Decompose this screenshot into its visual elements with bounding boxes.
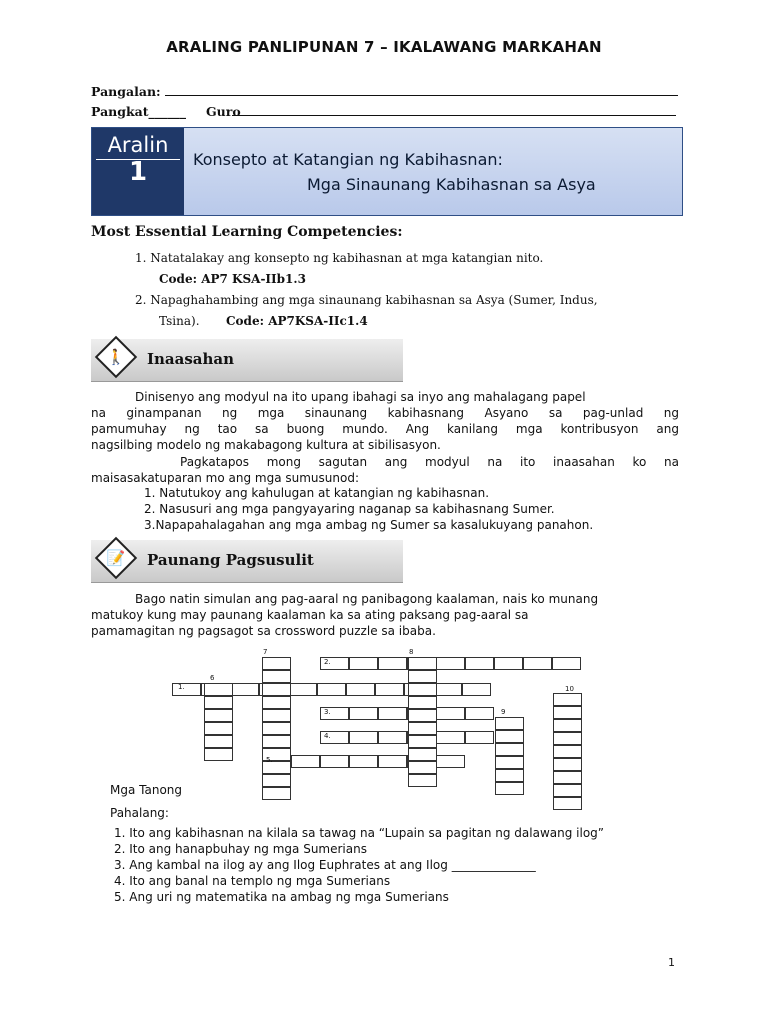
melc-code-1: Code: AP7 KSA-IIb1.3: [159, 272, 306, 286]
crossword-cell[interactable]: [462, 683, 491, 696]
crossword-cell[interactable]: [378, 731, 407, 744]
crossword-cell[interactable]: [436, 731, 465, 744]
name-label: Pangalan:: [91, 84, 161, 99]
crossword-cell[interactable]: [204, 683, 233, 696]
crossword-cell[interactable]: [346, 683, 375, 696]
crossword-cell[interactable]: [553, 732, 582, 745]
crossword-cell[interactable]: [204, 722, 233, 735]
crossword-clue-number: 8: [409, 648, 414, 656]
inaasahan-label: Inaasahan: [147, 350, 235, 368]
crossword-cell[interactable]: [262, 709, 291, 722]
crossword-cell[interactable]: [262, 670, 291, 683]
crossword-cell[interactable]: [553, 758, 582, 771]
inaasahan-p1-line4: nagsilbing modelo ng makabagong kultura at sibilisasyon.: [91, 438, 441, 452]
crossword-cell[interactable]: [378, 755, 407, 768]
inaasahan-p2-line2: maisasakatuparan mo ang mga sumusunod:: [91, 471, 359, 485]
crossword-cell[interactable]: [553, 784, 582, 797]
crossword-clue-number: 7: [263, 648, 268, 656]
crossword-cell[interactable]: [262, 696, 291, 709]
crossword-cell[interactable]: [204, 709, 233, 722]
crossword-cell[interactable]: [262, 774, 291, 787]
melc-code-2: Code: AP7KSA-IIc1.4: [226, 314, 368, 328]
crossword-clue-number: 10: [565, 685, 574, 693]
crossword-cell[interactable]: [553, 693, 582, 706]
crossword-cell[interactable]: [262, 787, 291, 800]
crossword-cell[interactable]: [408, 735, 437, 748]
crossword-clue-number: 1.: [178, 683, 185, 691]
crossword-cell[interactable]: [408, 696, 437, 709]
teacher-line[interactable]: [232, 115, 676, 116]
paunang-label: Paunang Pagsusulit: [147, 551, 314, 569]
crossword-cell[interactable]: [436, 657, 465, 670]
crossword-cell[interactable]: [375, 683, 404, 696]
aralin-word: Aralin: [107, 133, 169, 157]
section-label: Pangkat______: [91, 104, 187, 119]
crossword-cell[interactable]: [465, 731, 494, 744]
paunang-header: [91, 540, 403, 583]
crossword-cell[interactable]: [317, 683, 346, 696]
lesson-title-line1: Konsepto at Katangian ng Kabihasnan:: [193, 150, 503, 169]
crossword-cell[interactable]: [408, 748, 437, 761]
crossword-cell[interactable]: [553, 719, 582, 732]
questions-subheading: Pahalang:: [110, 806, 169, 820]
inaasahan-p1-line1: Dinisenyo ang modyul na ito upang ibahagi sa inyo ang mahalagang papel: [135, 390, 586, 404]
question-3: 3. Ang kambal na ilog ay ang Ilog Euphrates at ang Ilog ______________: [114, 858, 536, 872]
crossword-cell[interactable]: [288, 683, 317, 696]
crossword-cell[interactable]: [408, 683, 437, 696]
name-line[interactable]: [165, 95, 678, 96]
inaasahan-item-1: 1. Natutukoy ang kahulugan at katangian ng kabihasnan.: [144, 486, 490, 500]
inaasahan-item-3: 3.Napapahalagahan ang mga ambag ng Sumer sa kasalukuyang panahon.: [144, 518, 594, 532]
crossword-cell[interactable]: [349, 657, 378, 670]
crossword-cell[interactable]: [262, 735, 291, 748]
crossword-cell[interactable]: [378, 707, 407, 720]
crossword-cell[interactable]: [408, 722, 437, 735]
crossword-cell[interactable]: [495, 717, 524, 730]
document-title: ARALING PANLIPUNAN 7 – IKALAWANG MARKAHAN: [166, 38, 602, 56]
notepad-icon: 📝: [106, 549, 126, 567]
crossword-cell[interactable]: [494, 657, 523, 670]
inaasahan-p2-line1: Pagkatapos mong sagutan ang modyul na ito inaasahan ko na: [180, 455, 679, 469]
crossword-cell[interactable]: [291, 755, 320, 768]
crossword-cell[interactable]: [433, 683, 462, 696]
question-2: 2. Ito ang hanapbuhay ng mga Sumerians: [114, 842, 367, 856]
page-number: 1: [668, 956, 675, 969]
crossword-cell[interactable]: [552, 657, 581, 670]
lesson-banner: [91, 127, 683, 216]
paunang-intro-line3: pamamagitan ng pagsagot sa crossword puzzle sa ibaba.: [91, 624, 436, 638]
crossword-cell[interactable]: [495, 756, 524, 769]
question-5: 5. Ang uri ng matematika na ambag ng mga Sumerians: [114, 890, 449, 904]
teacher-label: Guro: [206, 104, 241, 119]
crossword-cell[interactable]: [408, 670, 437, 683]
crossword-cell[interactable]: [553, 771, 582, 784]
inaasahan-header: [91, 339, 403, 382]
lesson-title-line2: Mga Sinaunang Kabihasnan sa Asya: [307, 175, 596, 194]
crossword-cell[interactable]: [262, 657, 291, 670]
aralin-number: 1: [128, 157, 148, 187]
crossword-cell[interactable]: [553, 745, 582, 758]
crossword-cell[interactable]: [408, 709, 437, 722]
crossword-cell[interactable]: [408, 657, 437, 670]
crossword-clue-number: 3.: [324, 708, 331, 716]
paunang-intro-line1: Bago natin simulan ang pag-aaral ng panibagong kaalaman, nais ko munang: [135, 592, 599, 606]
crossword-cell[interactable]: [230, 683, 259, 696]
crossword-cell[interactable]: [320, 755, 349, 768]
crossword-cell[interactable]: [204, 696, 233, 709]
crossword-cell[interactable]: [553, 797, 582, 810]
walking-person-icon: 🚶: [106, 348, 126, 366]
crossword-cell[interactable]: [495, 730, 524, 743]
crossword-cell[interactable]: [204, 735, 233, 748]
crossword-clue-number: 4.: [324, 732, 331, 740]
melc-item-2-cont: Tsina).: [159, 314, 200, 328]
crossword-cell[interactable]: [408, 774, 437, 787]
question-4: 4. Ito ang banal na templo ng mga Sumerians: [114, 874, 391, 888]
melc-heading: Most Essential Learning Competencies:: [91, 224, 403, 240]
inaasahan-item-2: 2. Nasusuri ang mga pangyayaring naganap sa kabihasnang Sumer.: [144, 502, 555, 516]
crossword-clue-number: 5.: [266, 756, 273, 764]
crossword-puzzle[interactable]: [172, 645, 592, 795]
crossword-cell[interactable]: [495, 769, 524, 782]
crossword-cell[interactable]: [349, 755, 378, 768]
crossword-cell[interactable]: [408, 761, 437, 774]
crossword-cell[interactable]: [262, 722, 291, 735]
crossword-cell[interactable]: [523, 657, 552, 670]
crossword-cell[interactable]: [465, 707, 494, 720]
crossword-cell[interactable]: [172, 683, 201, 696]
crossword-cell[interactable]: [436, 755, 465, 768]
crossword-cell[interactable]: [465, 657, 494, 670]
crossword-cell[interactable]: [262, 683, 291, 696]
melc-item-2: 2. Napaghahambing ang mga sinaunang kabihasnan sa Asya (Sumer, Indus,: [135, 293, 598, 307]
aralin-box: [92, 128, 184, 215]
question-1: 1. Ito ang kabihasnan na kilala sa tawag na “Lupain sa pagitan ng dalawang ilog”: [114, 826, 605, 840]
crossword-clue-number: 2.: [324, 658, 331, 666]
crossword-clue-number: 9: [501, 708, 506, 716]
questions-heading: Mga Tanong: [110, 783, 183, 797]
crossword-cell[interactable]: [349, 707, 378, 720]
inaasahan-p1-line3: pamumuhay ng tao sa buong mundo. Ang kanilang mga kontribusyon ang: [91, 422, 679, 436]
crossword-cell[interactable]: [349, 731, 378, 744]
paunang-intro-line2: matukoy kung may paunang kaalaman ka sa ating paksang pag-aaral sa: [91, 608, 529, 622]
melc-item-1: 1. Natatalakay ang konsepto ng kabihasnan at mga katangian nito.: [135, 251, 544, 265]
crossword-cell[interactable]: [495, 782, 524, 795]
crossword-cell[interactable]: [495, 743, 524, 756]
crossword-clue-number: 6: [210, 674, 215, 682]
inaasahan-p1-line2: na ginampanan ng mga sinaunang kabihasnang Asyano sa pag-unlad ng: [91, 406, 679, 420]
crossword-cell[interactable]: [204, 748, 233, 761]
crossword-cell[interactable]: [436, 707, 465, 720]
crossword-cell[interactable]: [378, 657, 407, 670]
crossword-cell[interactable]: [553, 706, 582, 719]
